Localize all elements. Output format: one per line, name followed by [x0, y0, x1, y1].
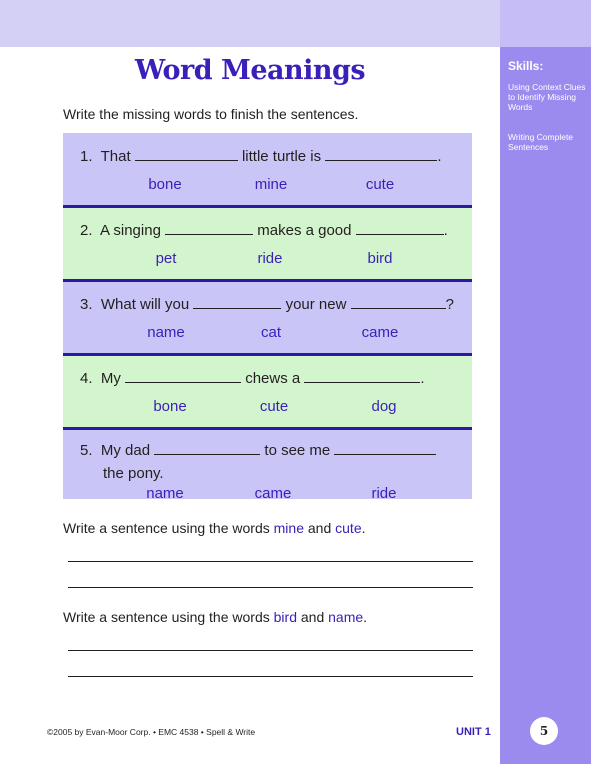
- sentence-task-1: [63, 520, 366, 536]
- item-number: 2.: [80, 222, 93, 239]
- item-number: 1.: [80, 148, 93, 165]
- task-prefix: Write a sentence using the words: [63, 609, 270, 625]
- sentence-text: .: [437, 148, 442, 165]
- answer-blank[interactable]: [325, 159, 437, 161]
- skills-heading: Skills:: [508, 59, 544, 73]
- word-choice: dog: [371, 398, 397, 415]
- target-word: bird: [273, 609, 297, 625]
- sentence-text: ?: [445, 296, 454, 313]
- sentence-text: your new: [285, 296, 347, 313]
- word-choice: name: [147, 324, 185, 341]
- sentence-5-continued: the pony.: [103, 465, 164, 482]
- answer-blank[interactable]: [154, 453, 260, 455]
- item-number: 5.: [80, 442, 93, 459]
- copyright-footer: ©2005 by Evan-Moor Corp. • EMC 4538 • Spell & Write: [47, 727, 256, 737]
- sentence-task-2: [63, 609, 367, 625]
- target-word: mine: [273, 520, 304, 536]
- sentence-3: [80, 296, 454, 313]
- exercise-box-2: [63, 205, 472, 279]
- word-choice: bird: [367, 250, 393, 267]
- sentence-text: to see me: [264, 442, 331, 459]
- target-word: cute: [335, 520, 362, 536]
- skill-item-context-clues: Using Context Clues to Identify Missing Words: [508, 82, 586, 112]
- sentence-1: [80, 148, 442, 165]
- word-choice: name: [146, 485, 184, 502]
- sentence-text: chews a: [245, 370, 301, 387]
- sentence-text: My dad: [100, 442, 151, 459]
- word-choice: bone: [153, 398, 187, 415]
- writing-line[interactable]: [68, 561, 473, 562]
- target-word: name: [328, 609, 364, 625]
- word-choice: mine: [254, 176, 288, 193]
- word-choice: bone: [148, 176, 182, 193]
- answer-blank[interactable]: [351, 307, 446, 309]
- task-end: .: [363, 609, 368, 625]
- item-number: 4.: [80, 370, 93, 387]
- page-number: 5: [530, 717, 558, 745]
- sentence-text: My: [100, 370, 121, 387]
- word-choice: came: [254, 485, 292, 502]
- answer-blank[interactable]: [356, 233, 444, 235]
- item-number: 3.: [80, 296, 93, 313]
- writing-line[interactable]: [68, 650, 473, 651]
- sentence-text: A singing: [100, 222, 161, 239]
- answer-blank[interactable]: [334, 453, 436, 455]
- exercise-box-4: [63, 353, 472, 427]
- exercise-box-1: [63, 133, 472, 205]
- writing-line[interactable]: [68, 676, 473, 677]
- answer-blank[interactable]: [125, 381, 241, 383]
- skill-item-writing-sentences: Writing Complete Sentences: [508, 132, 574, 152]
- task-end: .: [361, 520, 366, 536]
- word-choice: cute: [365, 176, 395, 193]
- unit-label: UNIT 1: [456, 726, 491, 738]
- word-choice: pet: [155, 250, 177, 267]
- answer-blank[interactable]: [165, 233, 253, 235]
- instruction-text: Write the missing words to finish the sentences.: [63, 106, 359, 122]
- sentence-5: [80, 442, 436, 459]
- sentence-text: What will you: [100, 296, 190, 313]
- sentence-text: That: [100, 148, 131, 165]
- sentence-text: .: [420, 370, 425, 387]
- word-choice: ride: [371, 485, 397, 502]
- answer-blank[interactable]: [193, 307, 281, 309]
- skills-sidebar: [500, 0, 591, 764]
- sentence-text: .: [443, 222, 448, 239]
- page-title: Word Meanings: [134, 55, 366, 86]
- exercise-box-3: [63, 279, 472, 353]
- task-and: and: [300, 609, 325, 625]
- sentence-2: [80, 222, 448, 239]
- word-choice: cute: [259, 398, 289, 415]
- answer-blank[interactable]: [304, 381, 420, 383]
- sidebar-header-band: [500, 0, 591, 47]
- answer-blank[interactable]: [135, 159, 238, 161]
- word-choice: came: [361, 324, 399, 341]
- task-prefix: Write a sentence using the words: [63, 520, 270, 536]
- writing-line[interactable]: [68, 587, 473, 588]
- sentence-4: [80, 370, 425, 387]
- sentence-text: little turtle is: [241, 148, 322, 165]
- sentence-text: makes a good: [257, 222, 352, 239]
- word-choice: cat: [260, 324, 281, 341]
- word-choice: ride: [257, 250, 283, 267]
- exercise-box-5: [63, 427, 472, 502]
- header-band: [0, 0, 500, 47]
- task-and: and: [307, 520, 332, 536]
